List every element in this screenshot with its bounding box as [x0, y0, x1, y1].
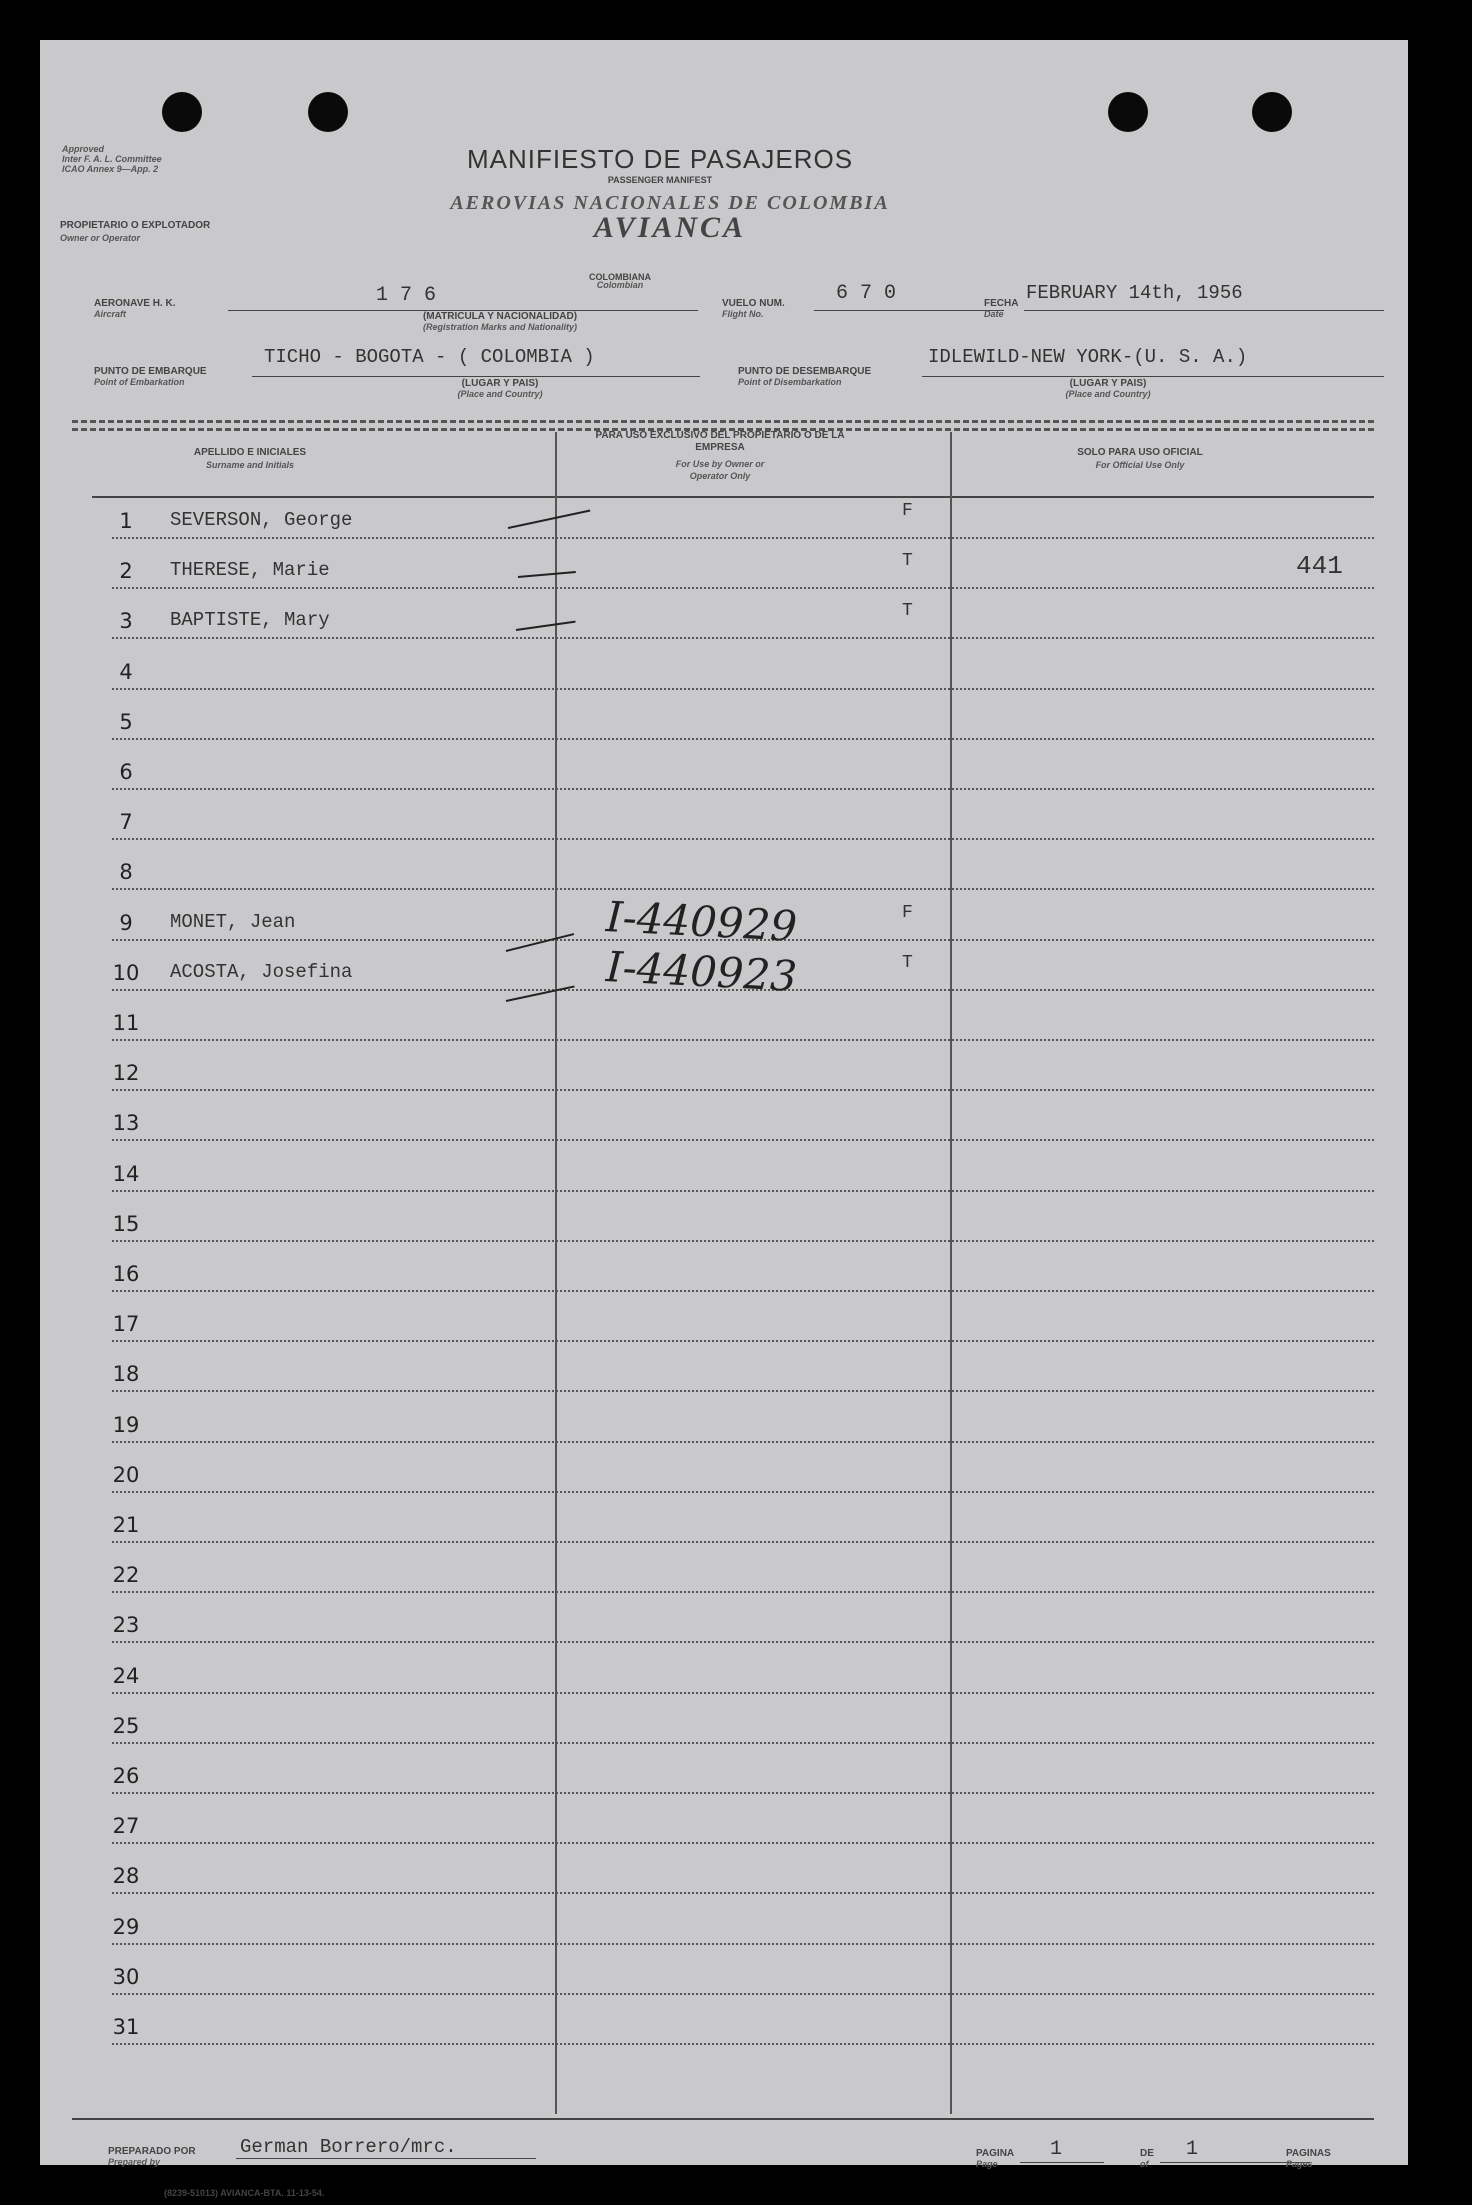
row-line [112, 1892, 1374, 1894]
row-number: 14 [112, 1161, 140, 1186]
punch-hole [1252, 92, 1292, 132]
table-row [40, 1856, 1408, 1892]
disembark-label: PUNTO DE DESEMBARQUE Point of Disembarkation [738, 366, 872, 387]
row-number: 26 [112, 1764, 140, 1788]
passenger-code: T [902, 551, 913, 572]
passenger-code: F [902, 902, 913, 923]
row-number: 30 [112, 1964, 140, 1989]
row-number: 17 [112, 1312, 140, 1337]
row-number: 7 [119, 810, 133, 835]
punch-hole [308, 92, 348, 132]
passenger-code: T [902, 952, 913, 973]
row-number: 24 [112, 1663, 140, 1688]
table-row [40, 1003, 1408, 1039]
row-number: 3 [119, 609, 133, 634]
row-number: 27 [112, 1814, 140, 1839]
page-value: 1 [1050, 2138, 1063, 2161]
prepared-value: German Borrero/mrc. [240, 2136, 457, 2158]
row-number: 10 [112, 960, 140, 985]
airline-full-name: AEROVIAS NACIONALES DE COLOMBIA [450, 192, 890, 214]
passenger-code: T [902, 601, 913, 622]
row-number: 9 [119, 910, 133, 935]
row-line [112, 537, 1374, 539]
approval-note: Approved Inter F. A. L. Committee ICAO Annex 9—App. 2 [62, 144, 162, 174]
row-line [112, 1541, 1374, 1543]
row-number: 19 [112, 1412, 140, 1437]
passenger-name: THERESE, Marie [170, 559, 330, 582]
aircraft-value: 1 7 6 [376, 284, 437, 307]
row-number: 5 [119, 709, 133, 734]
passenger-code: F [902, 501, 913, 521]
row-line [112, 1491, 1374, 1493]
table-row [40, 1154, 1408, 1190]
table-row [40, 1455, 1408, 1491]
row-number: 2 [119, 559, 133, 584]
table-row [40, 1354, 1408, 1390]
registration-caption: (MATRICULA Y NACIONALIDAD) (Registration Marks and Nationality) [422, 311, 578, 332]
airline-name: AVIANCA [593, 211, 747, 244]
row-line [112, 1641, 1374, 1643]
document-number: I-440929 [604, 891, 799, 951]
row-number: 23 [112, 1613, 140, 1638]
flight-value: 6 7 0 [836, 282, 897, 305]
embark-label: PUNTO DE EMBARQUE Point of Embarkation [94, 366, 207, 387]
row-number: 6 [119, 760, 133, 784]
row-line [112, 838, 1374, 840]
row-line [112, 738, 1374, 740]
row-line [112, 1742, 1374, 1744]
column-header-name: APELLIDO E INICIALES Surname and Initials [193, 447, 307, 470]
table-row [40, 1756, 1408, 1792]
table-row [40, 1656, 1408, 1692]
pages-label: PAGINAS Pages [1286, 2148, 1331, 2169]
table-row [40, 1304, 1408, 1340]
punch-hole [1108, 92, 1148, 132]
table-row [40, 702, 1408, 738]
row-line [112, 688, 1374, 690]
table-row [40, 1053, 1408, 1089]
row-number: 22 [112, 1563, 140, 1588]
row-number: 29 [112, 1914, 140, 1939]
owner-label: PROPIETARIO O EXPLOTADOR Owner or Operator [60, 220, 211, 243]
row-number: 21 [112, 1513, 140, 1537]
column-header-owner-use: PARA USO EXCLUSIVO DEL PROPIETARIO O DE LA EMPRESA For Use by Owner or Operator Only [595, 430, 845, 481]
flight-label: VUELO NUM. Flight No. [722, 298, 785, 319]
row-number: 12 [112, 1061, 140, 1086]
table-row [40, 652, 1408, 688]
row-line [112, 637, 1374, 639]
row-line [112, 788, 1374, 790]
row-line [112, 1692, 1374, 1694]
passenger-name: BAPTISTE, Mary [170, 609, 330, 632]
aircraft-label: AERONAVE H. K. Aircraft [94, 298, 176, 319]
row-number: 4 [119, 659, 133, 684]
row-number: 1 [119, 509, 133, 533]
row-number: 25 [112, 1713, 140, 1738]
table-row [40, 852, 1408, 888]
row-line [112, 1139, 1374, 1141]
of-label: DE of [1140, 2148, 1154, 2169]
row-number: 13 [112, 1111, 140, 1136]
table-row [40, 1555, 1408, 1591]
table-row [40, 501, 1408, 537]
row-line [112, 1340, 1374, 1342]
passenger-name: MONET, Jean [170, 910, 296, 933]
table-row [40, 1907, 1408, 1943]
punch-hole [162, 92, 202, 132]
row-line [112, 1190, 1374, 1192]
table-row [40, 1505, 1408, 1541]
row-number: 18 [112, 1362, 140, 1387]
table-row [40, 1806, 1408, 1842]
column-header-official: SOLO PARA USO OFICIAL For Official Use Only [1077, 447, 1203, 470]
document-number: I-440923 [604, 941, 799, 1001]
row-number: 16 [112, 1262, 140, 1286]
nationality-top: COLOMBIANA Colombian [589, 272, 651, 290]
row-number: 8 [119, 860, 133, 885]
row-line [112, 587, 1374, 589]
table-row [40, 1254, 1408, 1290]
form-title-block [440, 144, 880, 185]
row-number: 31 [112, 2015, 140, 2039]
row-line [112, 1089, 1374, 1091]
table-row [40, 551, 1408, 587]
table-row [40, 2007, 1408, 2043]
manifest-sheet [40, 40, 1408, 2198]
row-line [112, 1240, 1374, 1242]
row-line [112, 1441, 1374, 1443]
row-line [112, 1943, 1374, 1945]
embark-place-caption: (LUGAR Y PAIS) (Place and Country) [457, 378, 543, 399]
row-line [112, 1842, 1374, 1844]
table-row [40, 802, 1408, 838]
row-number: 11 [112, 1011, 140, 1035]
row-line [112, 1591, 1374, 1593]
table-row [40, 1957, 1408, 1993]
table-row [40, 601, 1408, 637]
row-number: 28 [112, 1864, 140, 1889]
row-line [112, 1039, 1374, 1041]
table-row [40, 752, 1408, 788]
disembark-place-caption: (LUGAR Y PAIS) (Place and Country) [1065, 378, 1151, 399]
row-number: 15 [112, 1211, 140, 1236]
form-title-en: PASSENGER MANIFEST [607, 175, 713, 185]
row-line [112, 1390, 1374, 1392]
table-row [40, 1204, 1408, 1240]
passenger-name: ACOSTA, Josefina [170, 960, 353, 983]
row-line [112, 2043, 1374, 2045]
table-row [40, 1103, 1408, 1139]
row-line [112, 888, 1374, 890]
table-row [40, 1706, 1408, 1742]
form-title: MANIFIESTO DE PASAJEROS [466, 144, 854, 174]
prepared-label: PREPARADO POR Prepared by [108, 2146, 196, 2167]
total-pages-value: 1 [1186, 2138, 1199, 2161]
table-row [40, 1605, 1408, 1641]
date-label: FECHA Date [984, 298, 1019, 319]
row-line [112, 1993, 1374, 1995]
passenger-name: SEVERSON, George [170, 509, 353, 531]
printer-imprint: (8239-51013) AVIANCA-BTA. 11-13-54. [164, 2188, 325, 2198]
table-row [40, 891, 1408, 951]
row-number: 20 [112, 1462, 140, 1487]
disembark-value: IDLEWILD-NEW YORK-(U. S. A.) [928, 346, 1248, 368]
row-line [112, 1290, 1374, 1292]
table-row [40, 1405, 1408, 1441]
embark-value: TICHO - BOGOTA - ( COLOMBIA ) [264, 346, 595, 368]
table-row [40, 941, 1408, 1001]
date-value: FEBRUARY 14th, 1956 [1026, 282, 1243, 304]
row-line [112, 1792, 1374, 1794]
airline-block [380, 192, 960, 245]
official-note: 441 [1296, 551, 1343, 582]
page-label: PAGINA Page [976, 2148, 1015, 2169]
